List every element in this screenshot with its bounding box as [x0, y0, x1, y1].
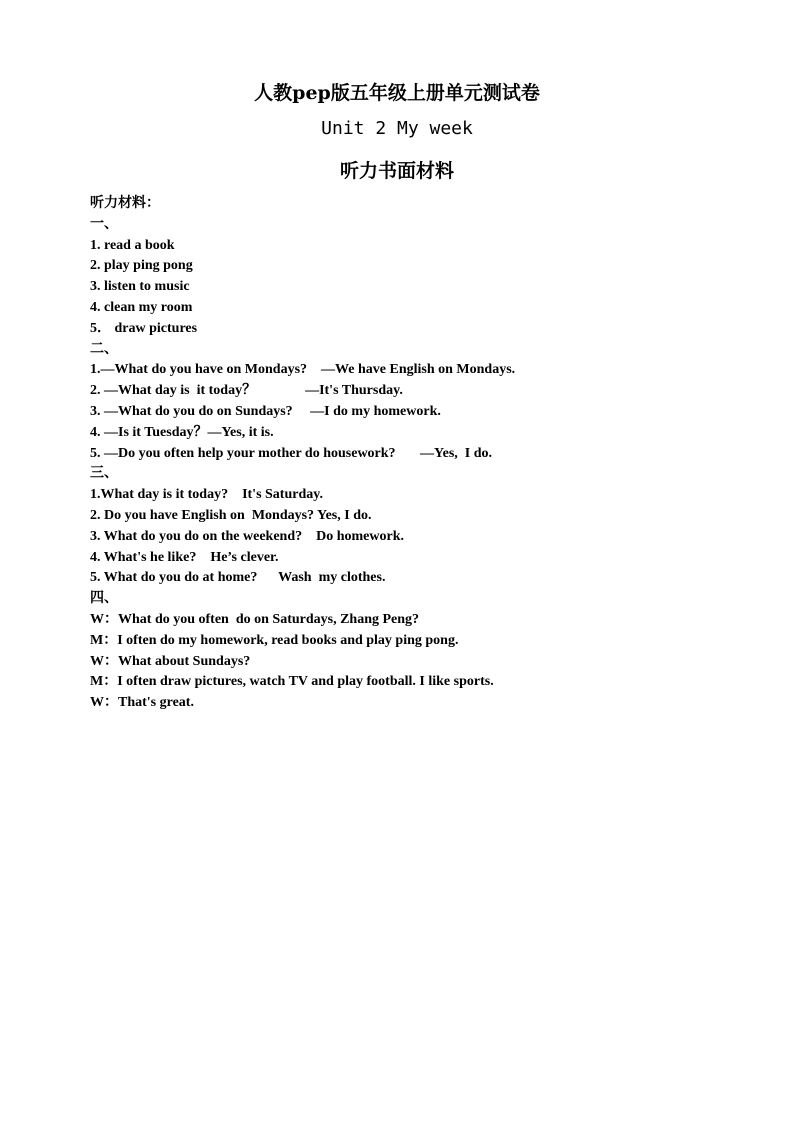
dialogue-line: W：What do you often do on Saturdays, Zhang Peng?: [90, 611, 420, 627]
part1-item: 1. read a book: [90, 237, 175, 253]
part2-item: 4. —Is it Tuesday？—Yes, it is.: [90, 424, 274, 440]
unit-title: Unit 2 My week: [321, 118, 473, 139]
part3-item: 5. What do you do at home? Wash my clothes.: [90, 570, 386, 586]
part1-item: 3. listen to music: [90, 279, 190, 295]
part2-item: 3. —What do you do on Sundays? —I do my homework.: [90, 403, 441, 419]
part3-item: 1.What day is it today? It's Saturday.: [90, 487, 323, 503]
part1-item: 5． draw pictures: [90, 320, 198, 336]
part3-item: 2. Do you have English on Mondays? Yes, I do.: [90, 507, 372, 523]
document-title: 人教pep版五年级上册单元测试卷: [254, 82, 540, 104]
part4-heading: 四、: [90, 591, 118, 607]
dialogue-line: W：That's great.: [90, 695, 194, 711]
part2-item: 1.—What do you have on Mondays? —We have English on Mondays.: [90, 362, 516, 378]
part2-item: 2. —What day is it today？ —It's Thursday.: [90, 383, 403, 399]
listening-material: [90, 194, 730, 714]
part1-heading: 一、: [90, 216, 118, 232]
intro-label: 听力材料：: [90, 196, 160, 211]
document-subtitle: 听力书面材料: [339, 160, 454, 182]
dialogue-line: M：I often draw pictures, watch TV and play football. I like sports.: [90, 674, 494, 690]
part2-item: 5. —Do you often help your mother do housework? —Yes, I do.: [90, 445, 493, 461]
part3-item: 3. What do you do on the weekend? Do homework.: [90, 528, 404, 544]
part1-item: 4. clean my room: [90, 299, 193, 315]
part3-heading: 三、: [90, 466, 118, 482]
part1-item: 2. play ping pong: [90, 258, 193, 274]
dialogue-line: M：I often do my homework, read books and play ping pong.: [90, 632, 459, 648]
dialogue-line: W：What about Sundays?: [90, 653, 251, 669]
part2-heading: 二、: [90, 341, 118, 357]
part3-item: 4. What's he like? He’s clever.: [90, 549, 279, 565]
